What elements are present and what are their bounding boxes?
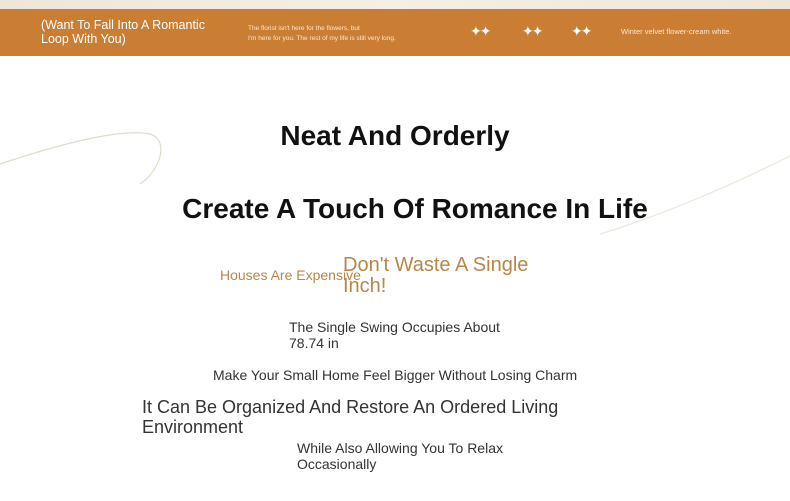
banner-tagline-line2: I'm here for you. The rest of my life is still very long. bbox=[248, 35, 396, 42]
slogan: Don't Waste A Single Inch! bbox=[343, 254, 529, 297]
banner bbox=[0, 9, 790, 56]
subtitle: Create A Touch Of Romance In Life bbox=[182, 193, 648, 224]
sparkle-icon: ✦✦ bbox=[571, 23, 591, 39]
banner-tagline-line1: The florist isn't here for the flowers, but bbox=[248, 25, 360, 32]
relax-text: While Also Allowing You To Relax Occasionally bbox=[297, 440, 503, 472]
banner-tagline bbox=[248, 24, 448, 44]
sparkle-icon: ✦✦ bbox=[522, 23, 542, 39]
page-title: Neat And Orderly bbox=[280, 120, 510, 151]
swing-size-text: The Single Swing Occupies About 78.74 in bbox=[289, 319, 500, 351]
small-home-text: Make Your Small Home Feel Bigger Without Losing Charm bbox=[213, 367, 578, 383]
houses-label: Houses Are Expensive bbox=[220, 267, 361, 283]
organized-text: It Can Be Organized And Restore An Ordered Living Environment bbox=[142, 397, 559, 437]
sparkle-icon: ✦✦ bbox=[470, 23, 490, 39]
banner-note: Winter velvet flower-cream white. bbox=[621, 27, 732, 36]
banner-title: (Want To Fall Into A Romantic Loop With You) bbox=[41, 18, 205, 46]
top-strip bbox=[0, 0, 790, 9]
